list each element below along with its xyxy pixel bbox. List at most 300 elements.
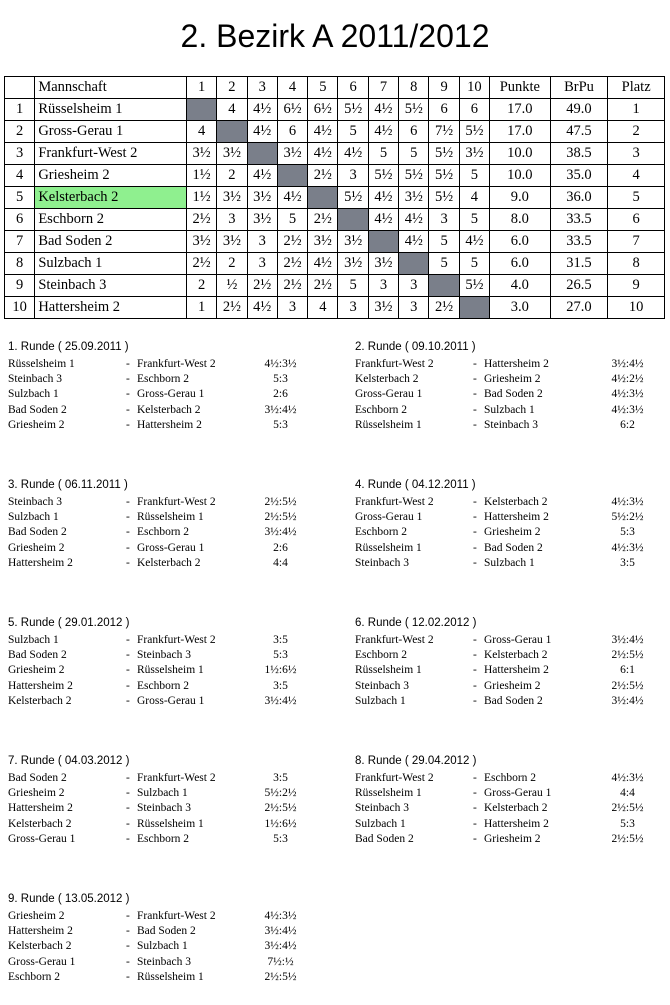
row-number: 9 [5,275,35,297]
score-cell: 5 [459,165,489,187]
board-points-cell: 38.5 [550,143,608,165]
score-cell: 4½ [399,231,429,253]
away-team: Hattersheim 2 [484,511,549,524]
game-row [355,679,670,694]
score-cell: 5 [429,253,459,275]
round-block [355,478,670,571]
home-team: Hattersheim 2 [8,679,73,692]
game-result: 4½:3½ [264,910,297,922]
board-points-cell: 36.0 [550,187,608,209]
game-row [8,648,328,663]
away-team: Gross-Gerau 1 [484,787,552,800]
points-cell: 17.0 [490,99,551,121]
home-team: Rüsselsheim 1 [8,358,75,370]
dash-separator: - [126,388,130,401]
score-cell: 3½ [277,143,307,165]
score-cell: 2½ [186,253,216,275]
rank-cell: 2 [608,121,665,143]
score-cell: 3½ [399,187,429,209]
score-cell: 4 [217,99,247,121]
game-result: 2½:5½ [611,832,644,845]
score-cell: 3½ [186,231,216,253]
rank-cell: 6 [608,209,665,231]
home-team: Gross-Gerau 1 [8,955,76,968]
game-result: 5½:2½ [611,511,644,524]
dash-separator: - [126,541,130,554]
score-cell: 4½ [277,187,307,209]
home-team: Frankfurt-West 2 [355,496,434,508]
score-cell: 3½ [338,231,368,253]
row-number: 8 [5,253,35,275]
game-result: 5:3 [273,418,288,431]
round-title: 8. Runde ( 29.04.2012 ) [355,755,477,767]
table-row [5,297,665,319]
away-team: Rüsselsheim 1 [137,511,204,524]
score-cell: 6 [277,121,307,143]
home-team: Hattersheim 2 [8,925,73,938]
score-cell: 4½ [247,165,277,187]
score-cell: 5 [459,209,489,231]
game-result: 4½:2½ [611,373,644,386]
away-team: Kelsterbach 2 [484,649,548,662]
team-name: Sulzbach 1 [35,253,187,275]
score-cell: 7½ [429,121,459,143]
game-result: 2½:5½ [611,649,644,662]
round-title: 4. Runde ( 04.12.2011 ) [355,479,476,491]
blocked-cell [338,209,368,231]
home-team: Hattersheim 2 [8,802,73,815]
away-team: Gross-Gerau 1 [484,634,552,646]
dash-separator: - [473,679,477,692]
away-team: Steinbach 3 [137,649,191,662]
points-cell: 6.0 [490,253,551,275]
column-header: 3 [247,77,277,99]
game-result: 4½:3½ [264,358,297,370]
home-team: Steinbach 3 [355,802,409,815]
board-points-cell: 27.0 [550,297,608,319]
team-name: Rüsselsheim 1 [35,99,187,121]
dash-separator: - [126,664,130,677]
score-cell: 2½ [217,297,247,319]
game-result: 3½:4½ [264,526,297,539]
dash-separator: - [473,787,477,800]
score-cell: 5 [368,143,398,165]
game-row [355,801,670,816]
score-cell: 4½ [308,253,338,275]
score-cell: 4½ [338,143,368,165]
away-team: Hattersheim 2 [484,664,549,677]
game-row [8,939,328,954]
dash-separator: - [126,802,130,815]
game-row [8,525,328,540]
score-cell: 3½ [186,143,216,165]
home-team: Rüsselsheim 1 [355,541,422,554]
game-result: 2:6 [273,541,288,554]
dash-separator: - [126,955,130,968]
column-header: 5 [308,77,338,99]
away-team: Sulzbach 1 [137,787,188,800]
dash-separator: - [126,418,130,431]
score-cell: 5 [399,143,429,165]
dash-separator: - [473,556,477,569]
score-cell: 5½ [429,187,459,209]
score-cell: 3½ [338,253,368,275]
table-row [5,99,665,121]
column-header: 2 [217,77,247,99]
game-result: 2½:5½ [264,970,297,983]
dash-separator: - [126,910,130,922]
round-title: 2. Runde ( 09.10.2011 ) [355,341,476,353]
score-cell: 5 [338,275,368,297]
home-team: Kelsterbach 2 [355,373,419,386]
game-row [8,387,328,402]
table-row [5,253,665,275]
dash-separator: - [473,664,477,677]
rank-cell: 8 [608,253,665,275]
game-result: 6:1 [620,664,635,677]
game-result: 4:4 [273,556,288,569]
away-team: Eschborn 2 [137,526,190,539]
game-row [8,541,328,556]
dash-separator: - [473,496,477,508]
home-team: Sulzbach 1 [8,511,59,524]
score-cell: 3 [399,275,429,297]
points-cell: 10.0 [490,143,551,165]
column-header: 10 [459,77,489,99]
score-cell: 3 [277,297,307,319]
column-header: Punkte [490,77,551,99]
score-cell: 1½ [186,165,216,187]
score-cell: 3 [368,275,398,297]
dash-separator: - [126,817,130,830]
home-team: Steinbach 3 [355,679,409,692]
score-cell: 4½ [368,99,398,121]
score-cell: 3 [247,231,277,253]
game-row [355,648,670,663]
score-cell: 6 [399,121,429,143]
score-cell: 4 [308,297,338,319]
game-result: 4½:3½ [611,403,644,416]
away-team: Kelsterbach 2 [484,496,548,508]
home-team: Steinbach 3 [8,496,62,508]
dash-separator: - [126,358,130,370]
game-result: 3½:4½ [264,694,297,707]
away-team: Kelsterbach 2 [137,403,201,416]
game-row [355,510,670,525]
home-team: Griesheim 2 [8,418,65,431]
game-row [8,817,328,832]
score-cell: ½ [217,275,247,297]
score-cell: 3 [217,209,247,231]
away-team: Bad Soden 2 [484,694,543,707]
away-team: Hattersheim 2 [484,358,549,370]
home-team: Rüsselsheim 1 [355,664,422,677]
home-team: Griesheim 2 [8,664,65,677]
game-result: 4½:3½ [611,772,644,784]
game-row [8,357,328,372]
score-cell: 4½ [368,209,398,231]
game-row [8,495,328,510]
away-team: Gross-Gerau 1 [137,694,205,707]
game-result: 3:5 [273,634,288,646]
dash-separator: - [126,526,130,539]
board-points-cell: 26.5 [550,275,608,297]
score-cell: 4½ [399,209,429,231]
game-result: 3½:4½ [611,358,644,370]
away-team: Bad Soden 2 [484,388,543,401]
game-result: 3:5 [273,772,288,784]
team-name: Eschborn 2 [35,209,187,231]
game-row [8,372,328,387]
home-team: Frankfurt-West 2 [355,358,434,370]
away-team: Sulzbach 1 [484,556,535,569]
game-row [8,970,328,985]
score-cell: 3½ [217,143,247,165]
home-team: Bad Soden 2 [355,832,414,845]
board-points-cell: 49.0 [550,99,608,121]
score-cell: 5½ [368,165,398,187]
score-cell: 6½ [308,99,338,121]
score-cell: 3 [338,165,368,187]
column-header: 7 [368,77,398,99]
game-result: 2½:5½ [264,511,297,524]
away-team: Bad Soden 2 [484,541,543,554]
away-team: Steinbach 3 [137,955,191,968]
row-number: 3 [5,143,35,165]
dash-separator: - [473,511,477,524]
score-cell: 3½ [368,253,398,275]
game-result: 1½:6½ [264,817,297,830]
score-cell: 2½ [247,275,277,297]
home-team: Gross-Gerau 1 [8,832,76,845]
game-row [355,786,670,801]
row-number: 1 [5,99,35,121]
round-title: 5. Runde ( 29.01.2012 ) [8,617,130,629]
game-result: 5:3 [620,817,635,830]
dash-separator: - [126,925,130,938]
score-cell: 6 [429,99,459,121]
score-cell: 2½ [308,165,338,187]
table-row [5,187,665,209]
game-row [8,801,328,816]
home-team: Frankfurt-West 2 [355,634,434,646]
table-row [5,121,665,143]
game-row [8,909,328,924]
score-cell: 5½ [459,275,489,297]
game-result: 2½:5½ [611,679,644,692]
score-cell: 5½ [338,99,368,121]
team-name: Frankfurt-West 2 [35,143,187,165]
away-team: Frankfurt-West 2 [137,910,216,922]
dash-separator: - [126,832,130,845]
board-points-cell: 47.5 [550,121,608,143]
column-header: 4 [277,77,307,99]
dash-separator: - [126,511,130,524]
score-cell: 3½ [247,187,277,209]
game-result: 2½:5½ [264,496,297,508]
score-cell: 2½ [308,275,338,297]
away-team: Griesheim 2 [484,373,541,386]
game-result: 5:3 [620,526,635,539]
home-team: Rüsselsheim 1 [355,787,422,800]
dash-separator: - [473,358,477,370]
points-cell: 8.0 [490,209,551,231]
game-result: 5:3 [273,832,288,845]
score-cell: 3 [429,209,459,231]
home-team: Sulzbach 1 [355,817,406,830]
away-team: Hattersheim 2 [484,817,549,830]
column-header: 8 [399,77,429,99]
score-cell: 4½ [308,121,338,143]
game-row [355,357,670,372]
away-team: Griesheim 2 [484,679,541,692]
away-team: Sulzbach 1 [137,940,188,953]
score-cell: 5½ [338,187,368,209]
game-result: 4:4 [620,787,635,800]
home-team: Eschborn 2 [355,649,408,662]
game-row [355,495,670,510]
table-row [5,143,665,165]
home-team: Griesheim 2 [8,541,65,554]
score-cell: 3½ [368,297,398,319]
points-cell: 3.0 [490,297,551,319]
row-number: 7 [5,231,35,253]
game-result: 5:3 [273,373,288,386]
dash-separator: - [126,772,130,784]
away-team: Gross-Gerau 1 [137,541,205,554]
away-team: Rüsselsheim 1 [137,817,204,830]
points-cell: 17.0 [490,121,551,143]
away-team: Bad Soden 2 [137,925,196,938]
score-cell: 4½ [247,99,277,121]
away-team: Steinbach 3 [484,418,538,431]
game-row [8,955,328,970]
score-cell: 2½ [277,253,307,275]
table-row [5,165,665,187]
game-result: 3½:4½ [611,694,644,707]
game-row [8,556,328,571]
game-row [355,694,670,709]
rank-cell: 5 [608,187,665,209]
rank-cell: 9 [608,275,665,297]
score-cell: 2 [186,275,216,297]
dash-separator: - [473,418,477,431]
game-row [355,633,670,648]
team-name: Hattersheim 2 [35,297,187,319]
row-number: 4 [5,165,35,187]
row-number: 5 [5,187,35,209]
score-cell: 2½ [186,209,216,231]
home-team: Bad Soden 2 [8,526,67,539]
dash-separator: - [126,679,130,692]
blocked-cell [429,275,459,297]
score-cell: 5 [277,209,307,231]
page-title: 2. Bezirk A 2011/2012 [180,18,490,54]
away-team: Kelsterbach 2 [137,556,201,569]
score-cell: 5½ [399,165,429,187]
game-result: 3½:4½ [264,925,297,938]
score-cell: 4½ [308,143,338,165]
game-row [8,924,328,939]
game-result: 3½:4½ [264,403,297,416]
home-team: Kelsterbach 2 [8,694,72,707]
board-points-cell: 35.0 [550,165,608,187]
away-team: Eschborn 2 [484,772,537,784]
column-header: 1 [186,77,216,99]
home-team: Steinbach 3 [8,373,62,386]
game-result: 1½:6½ [264,664,297,677]
blocked-cell [459,297,489,319]
score-cell: 4½ [459,231,489,253]
home-team: Kelsterbach 2 [8,940,72,953]
game-row [355,387,670,402]
home-team: Kelsterbach 2 [8,817,72,830]
game-result: 7½:½ [267,955,294,968]
game-row [8,633,328,648]
dash-separator: - [126,940,130,953]
home-team: Rüsselsheim 1 [355,418,422,431]
game-row [355,771,670,786]
column-header: 6 [338,77,368,99]
column-header: BrPu [550,77,608,99]
away-team: Rüsselsheim 1 [137,664,204,677]
board-points-cell: 33.5 [550,231,608,253]
game-row [355,832,670,847]
column-header: Platz [608,77,665,99]
blocked-cell [368,231,398,253]
score-cell: 4 [186,121,216,143]
score-cell: 3½ [308,231,338,253]
team-name: Bad Soden 2 [35,231,187,253]
dash-separator: - [473,403,477,416]
round-title: 1. Runde ( 25.09.2011 ) [8,341,129,353]
home-team: Eschborn 2 [355,403,408,416]
round-title: 9. Runde ( 13.05.2012 ) [8,893,130,905]
home-team: Bad Soden 2 [8,649,67,662]
game-result: 3:5 [620,556,635,569]
away-team: Frankfurt-West 2 [137,772,216,784]
round-block [355,340,670,433]
away-team: Eschborn 2 [137,832,190,845]
home-team: Hattersheim 2 [8,556,73,569]
round-block [8,616,328,709]
game-row [355,817,670,832]
home-team: Griesheim 2 [8,910,65,922]
team-name: Kelsterbach 2 [35,187,187,209]
dash-separator: - [126,694,130,707]
away-team: Sulzbach 1 [484,403,535,416]
round-block [355,616,670,709]
game-result: 3½:4½ [611,634,644,646]
home-team: Gross-Gerau 1 [355,511,423,524]
column-header: 9 [429,77,459,99]
away-team: Gross-Gerau 1 [137,388,205,401]
blocked-cell [217,121,247,143]
score-cell: 5 [338,121,368,143]
rank-cell: 3 [608,143,665,165]
game-row [8,786,328,801]
score-cell: 3 [338,297,368,319]
game-result: 3½:4½ [264,940,297,953]
home-team: Sulzbach 1 [355,694,406,707]
rank-cell: 10 [608,297,665,319]
score-cell: 2½ [277,231,307,253]
game-result: 2½:5½ [611,802,644,815]
table-row [5,209,665,231]
score-cell: 1½ [186,187,216,209]
team-name: Griesheim 2 [35,165,187,187]
team-name: Steinbach 3 [35,275,187,297]
